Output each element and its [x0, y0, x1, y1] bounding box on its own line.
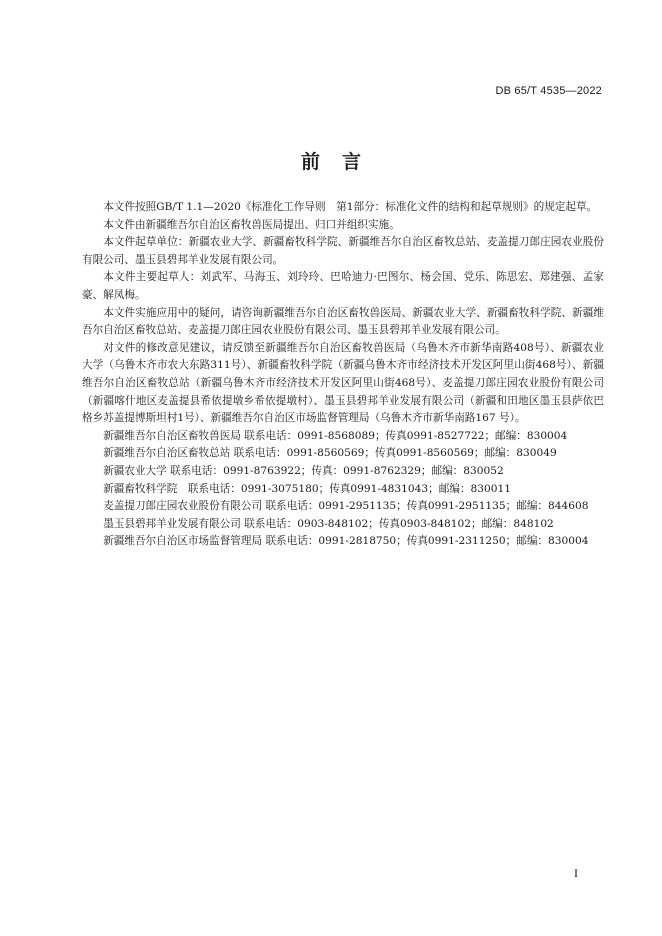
contact-list: [82, 428, 604, 551]
paragraph-drafters: 本文件主要起草人：刘武军、马海玉、刘玲玲、巴哈迪力·巴图尔、杨会国、党乐、陈思宏、郑建强、孟家豪、解凤梅。: [82, 271, 604, 301]
page-title: 前言: [300, 151, 383, 173]
page-number: I: [574, 866, 578, 880]
paragraph-feedback: 对文件的修改意见建议，请反馈至新疆维吾尔自治区畜牧兽医局（乌鲁木齐市新华南路408号）、新疆农业大学（乌鲁木齐市农大东路311号）、新疆畜牧科学院（新疆乌鲁木齐市经济技术开发区阿里山街468号）、新疆维吾尔自治区畜牧总站（新疆乌鲁木齐市经济技术开发区阿里山街468号）、麦盖提刀郎庄园农业股份有限公司（新疆喀什地区麦盖提县希依提墩乡希依提墩村）、墨玉县碧邦羊业发展有限公司（新疆和田地区墨玉县萨依巴格乡苏盖提博斯坦村1号）、新疆维吾尔自治区市场监督管理局（乌鲁木齐市新华南路167 号）。: [82, 341, 604, 425]
contact-item: 新疆畜牧科学院 联系电话：0991-3075180；传真0991-4831043；邮编：830011: [103, 482, 511, 495]
contact-item: 新疆农业大学 联系电话：0991-8763922；传真：0991-8762329；邮编：830052: [103, 464, 504, 477]
paragraph-drafting-rules: 本文件按照GB/T 1.1—2020《标准化工作导则 第1部分：标准化文件的结构和起草规则》的规定起草。: [103, 201, 598, 213]
contact-item: 麦盖提刀郎庄园农业股份有限公司 联系电话：0991-2951135；传真0991-2951135；邮编：844608: [103, 500, 589, 513]
contact-item: 新疆维吾尔自治区畜牧兽医局 联系电话：0991-8568089；传真0991-8527722；邮编：830004: [103, 429, 568, 442]
paragraph-inquiries: 本文件实施应用中的疑问，请咨询新疆维吾尔自治区畜牧兽医局、新疆农业大学、新疆畜牧科学院、新疆维吾尔自治区畜牧总站、麦盖提刀郎庄园农业股份有限公司、墨玉县碧邦羊业发展有限公司。: [82, 306, 604, 337]
preface-body: [82, 199, 604, 551]
contact-item: 新疆维吾尔自治区畜牧总站 联系电话：0991-8560569；传真0991-8560569；邮编：830049: [103, 447, 557, 460]
document-code: DB 65/T 4535—2022: [495, 85, 602, 97]
paragraph-proposer: 本文件由新疆维吾尔自治区畜牧兽医局提出、归口并组织实施。: [103, 218, 400, 231]
paragraph-drafting-units: 本文件起草单位：新疆农业大学、新疆畜牧科学院、新疆维吾尔自治区畜牧总站、麦盖提刀郎庄园农业股份有限公司、墨玉县碧邦羊业发展有限公司。: [82, 236, 604, 266]
contact-item: 墨玉县碧邦羊业发展有限公司 联系电话：0903-848102；传真0903-848102；邮编：848102: [103, 517, 554, 530]
contact-item: 新疆维吾尔自治区市场监督管理局 联系电话：0991-2818750；传真0991-2311250；邮编：830004: [103, 535, 589, 548]
